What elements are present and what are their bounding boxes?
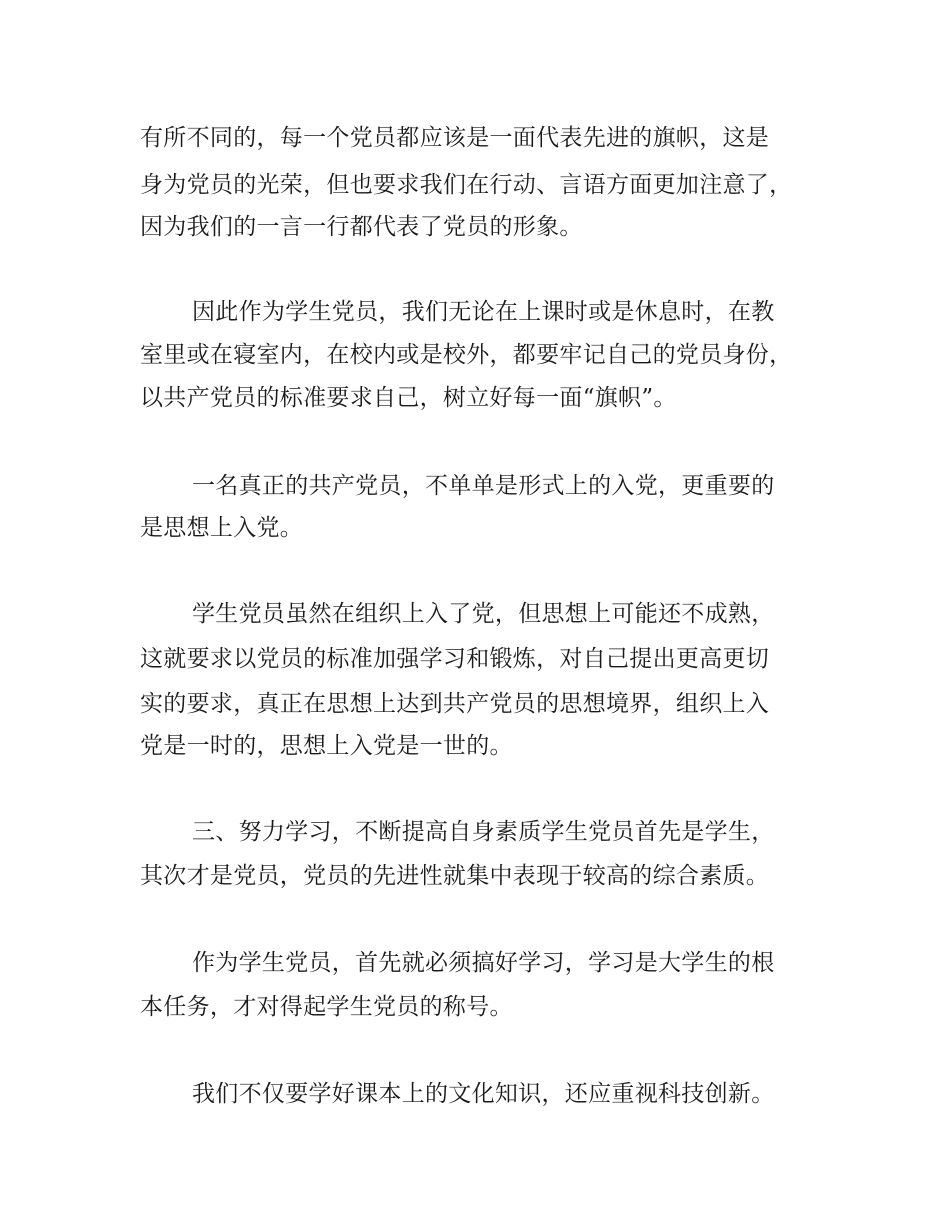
text-line: 学生党员虽然在组织上入了党，但思想上可能还不成熟， — [192, 601, 775, 627]
text-line: 因为我们的一言一行都代表了党员的形象。 — [140, 214, 583, 240]
text-line: 有所不同的，每一个党员都应该是一面代表先进的旗帜，这是 — [140, 125, 770, 151]
text-line: 党是一时的，思想上入党是一世的。 — [140, 733, 513, 759]
text-line: 室里或在寝室内，在校内或是校外，都要牢记自己的党员身份， — [140, 342, 793, 368]
text-line: 是思想上入党。 — [140, 515, 304, 541]
text-line: 以共产党员的标准要求自己，树立好每一面“旗帜”。 — [140, 385, 677, 411]
text-line: 身为党员的光荣，但也要求我们在行动、言语方面更加注意了， — [140, 172, 793, 198]
text-line: 三、努力学习，不断提高自身素质学生党员首先是学生， — [192, 819, 775, 845]
text-line: 其次才是党员，党员的先进性就集中表现于较高的综合素质。 — [140, 863, 770, 889]
text-line: 我们不仅要学好课本上的文化知识，还应重视科技创新。 — [192, 1081, 775, 1107]
text-line: 实的要求，真正在思想上达到共产党员的思想境界，组织上入 — [140, 691, 770, 717]
text-line: 本任务，才对得起学生党员的称号。 — [140, 994, 513, 1020]
text-line: 作为学生党员，首先就必须搞好学习，学习是大学生的根 — [192, 950, 775, 976]
text-line: 因此作为学生党员，我们无论在上课时或是休息时，在教 — [192, 299, 775, 325]
text-line: 这就要求以党员的标准加强学习和锻炼，对自己提出更高更切 — [140, 646, 770, 672]
text-line: 一名真正的共产党员，不单单是形式上的入党，更重要的 — [192, 473, 775, 499]
